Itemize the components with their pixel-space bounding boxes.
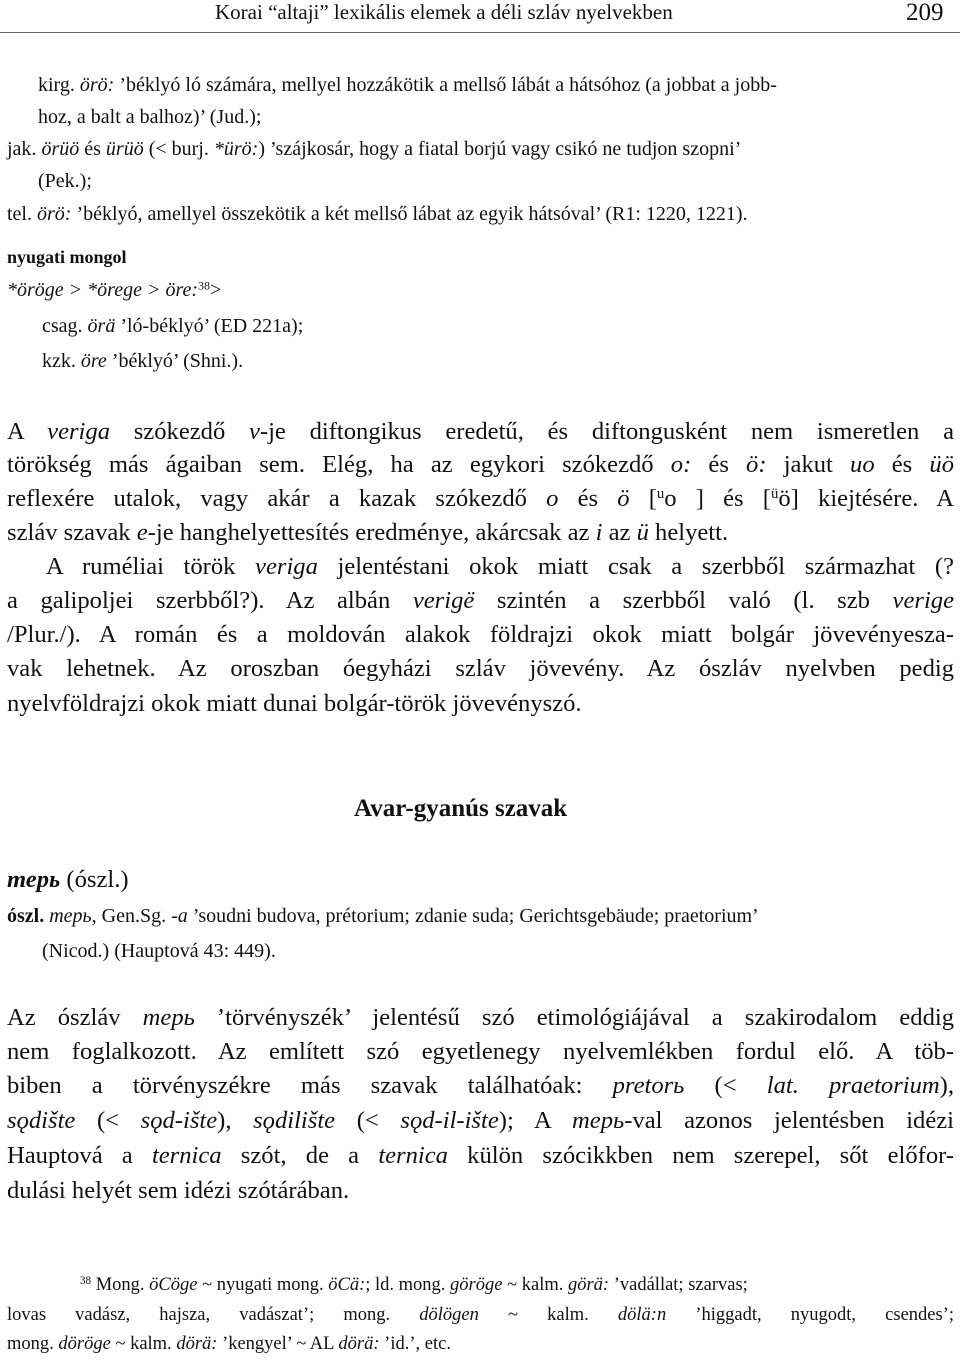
paragraph-line: Az ószláv терь ’törvényszék’ jelentésű szó etimológiájával a szakirodalom eddig xyxy=(7,1004,954,1031)
paragraph-line: törökség más ágaiban sem. Elég, ha az egykori szókezdő o: és ö: jakut uo és üö xyxy=(7,451,954,478)
section-label: nyugati mongol xyxy=(7,247,127,267)
paragraph-line: nyelvföldrajzi okok miatt dunai bolgár-török jövevényszó. xyxy=(7,690,582,717)
paragraph-line: biben a törvényszékre más szavak találhatóak: pretorь (< lat. praetorium), xyxy=(7,1072,955,1099)
section-heading: Avar-gyanús szavak xyxy=(354,795,568,822)
footnote-line: $^{38}$ Mong. öCöge ~ nyugati mong. öCä:; ld. mong. göröge ~ kalm. görä: ’vadállat; szarvas; xyxy=(80,1274,748,1295)
entry-csag: csag. örä ’ló-béklyó’ (ED 221a); xyxy=(42,315,304,337)
lemma-headword: терь (ószl.) xyxy=(7,866,129,893)
paragraph-line: Hauptová a ternica szót, de a ternica külön szócikkben nem szerepel, sőt előfor- xyxy=(7,1142,955,1169)
entry-kzk: kzk. öre ’béklyó’ (Shni.). xyxy=(42,350,244,372)
lemma-definition: ószl. терь, Gen.Sg. -a ’soudni budova, prétorium; zdanie suda; Gerichtsgebäude; praetorium’ xyxy=(7,905,759,927)
paragraph-line: sǫdište (< sǫd-ište), sǫdilište (< sǫd-il-ište); A терь-val azonos jelentésben idézi xyxy=(7,1107,954,1134)
paragraph-line: reflexére utalok, vagy akár a kazak szókezdő o és ö [$^u$o ] és [$^ü$ö] kiejtésére. A xyxy=(7,485,954,512)
page-number: 209 xyxy=(906,0,944,26)
paragraph-line: dulási helyét sem idézi szótárában. xyxy=(7,1177,350,1204)
paragraph-line: A ruméliai török veriga jelentéstani okok miatt csak a szerbből származhat (? xyxy=(46,553,954,580)
running-header xyxy=(0,0,960,30)
lemma-source: (Nicod.) (Hauptová 43: 449). xyxy=(42,940,276,962)
entry-kirg-cont: hoz, a balt a balhoz)’ (Jud.); xyxy=(38,106,262,128)
reconstructed-forms: *öröge > *örege > öre:$^{38}$> xyxy=(7,278,222,301)
paragraph-line: vak lehetnek. Az oroszban óegyházi szláv jövevény. Az ószláv nyelvben pedig xyxy=(7,655,954,682)
paragraph-line: A veriga szókezdő v-je diftongikus eredetű, és diftongusként nem ismeretlen a xyxy=(7,418,954,445)
footnote-line: mong. döröge ~ kalm. dörä: ’kengyel’ ~ AL dörä: ’id.’, etc. xyxy=(7,1334,451,1354)
running-title: Korai “altaji” lexikális elemek a déli szláv nyelvekben xyxy=(215,0,673,24)
footnote-ref: 38 xyxy=(198,278,211,293)
entry-tel: tel. örö: ’béklyó, amellyel összekötik a két mellső lábat az egyik hátsóval’ (R1: 1220, 1221). xyxy=(7,203,748,225)
entry-jak: jak. örüö és ürüö (< burj. *ürö:) ’szájkosár, hogy a fiatal borjú vagy csikó ne tudjon szopni’ xyxy=(7,138,742,160)
header-rule xyxy=(0,32,960,33)
paragraph-line: szláv szavak e-je hanghelyettesítés eredménye, akárcsak az i az ü helyett. xyxy=(7,519,729,546)
entry-jak-cont: (Pek.); xyxy=(38,170,92,192)
footnote-line: lovas vadász, hajsza, vadászat’; mong. dölögen ~ kalm. dölä:n ’higgadt, nyugodt, csendes’; xyxy=(7,1305,955,1325)
paragraph-line: a galipoljei szerbből?). Az albán verigë szintén a szerbből való (l. szb verige xyxy=(7,587,954,614)
paragraph-line: /Plur./). A román és a moldován alakok földrajzi okok miatt bolgár jövevényesza- xyxy=(7,621,954,648)
entry-kirg: kirg. örö: ’béklyó ló számára, mellyel hozzákötik a mellső lábát a hátsóhoz (a jobbat a jobb- xyxy=(38,74,777,96)
paragraph-line: nem foglalkozott. Az említett szó egyetlenegy nyelvemlékben fordul elő. A töb- xyxy=(7,1038,954,1065)
